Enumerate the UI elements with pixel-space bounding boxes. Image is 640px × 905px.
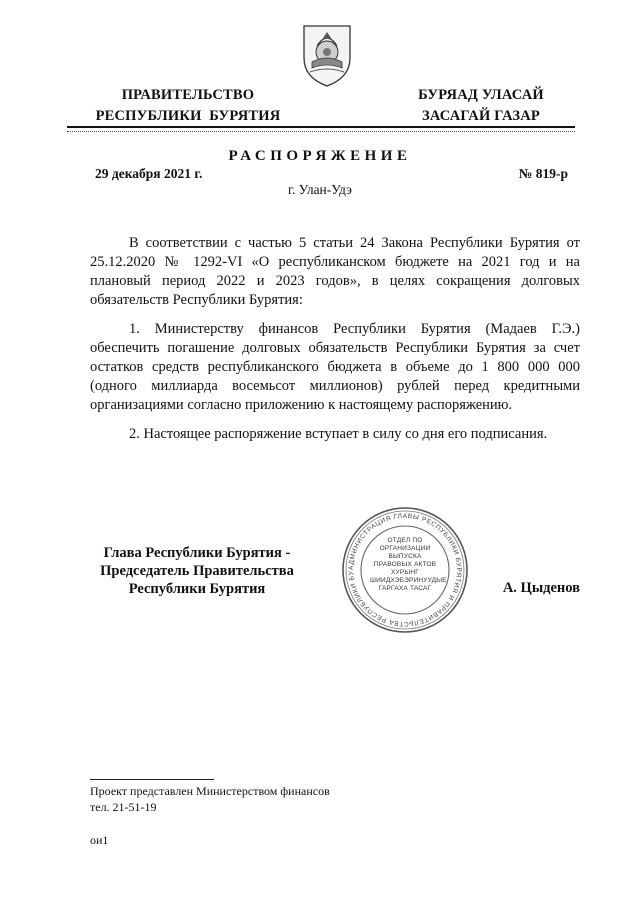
footer-divider — [90, 779, 214, 780]
header-right — [398, 85, 564, 127]
footer-phone: тел. 21-51-19 — [90, 800, 157, 814]
signatory-title — [78, 544, 316, 598]
footer-code: ои1 — [90, 833, 109, 847]
header-divider-dotted — [67, 131, 575, 132]
header-left-line2: РЕСПУБЛИКИ БУРЯТИЯ — [95, 108, 281, 124]
coat-of-arms-icon — [298, 22, 356, 88]
signatory-title-line2: Председатель Правительства — [100, 563, 294, 579]
body-paragraph-3: 2. Настоящее распоряжение вступает в силу со дня его подписания. — [129, 426, 548, 442]
signatory-title-line1: Глава Республики Бурятия - — [103, 545, 291, 561]
footer-prepared-by: Проект представлен Министерством финансов — [90, 784, 330, 798]
header-right-line2: ЗАСАГАЙ ГАЗАР — [422, 108, 540, 124]
signatory-name: А. Цыденов — [502, 580, 580, 596]
header-left — [78, 85, 298, 127]
body-paragraph-1: В соответствии с частью 5 статьи 24 Закона Республики Бурятия от 25.12.2020 № 1292-VI «О республиканском бюджете на 2021 год и на плановый период 2022 и 2023 годов», в целях сокращения долговых обязательств Республики Бурятия: — [90, 235, 580, 308]
body-paragraph-2: 1. Министерству финансов Республики Бурятия (Мадаев Г.Э.) обеспечить погашение долговых обязательств Республики Бурятия за счет остатков средств республиканского бюджета в объеме до 1 800 000 000 (одного миллиарда восемьсот миллионов) рублей перед кредитными организациями согласно приложению к настоящему распоряжению. — [90, 321, 580, 413]
header-divider — [67, 126, 575, 128]
header-left-line1: ПРАВИТЕЛЬСТВО — [121, 87, 255, 103]
signatory-title-line3: Республики Бурятия — [128, 581, 266, 597]
document-number: № 819-р — [518, 166, 568, 181]
header-right-line1: БУРЯАД УЛАСАЙ — [418, 87, 544, 103]
document-city: г. Улан-Удэ — [288, 182, 352, 197]
seal-ring-text: АДМИНИСТРАЦИЯ ГЛАВЫ РЕСПУБЛИКИ БУРЯТИЯ И ПРАВИТЕЛЬСТВА РЕСПУБЛИКИ БУ — [347, 512, 463, 628]
document-title: РАСПОРЯЖЕНИЕ — [228, 148, 412, 164]
seal-inner-text: ОТДЕЛ ПО ОРГАНИЗАЦИИ ВЫПУСКА ПРАВОВЫХ АКТОВ ХУРЫНГ ШИИДХЭБЭРИНУУДЫЕ ГАРГАХА ТАСАГ — [370, 537, 447, 592]
document-date: 29 декабря 2021 г. — [95, 166, 203, 181]
